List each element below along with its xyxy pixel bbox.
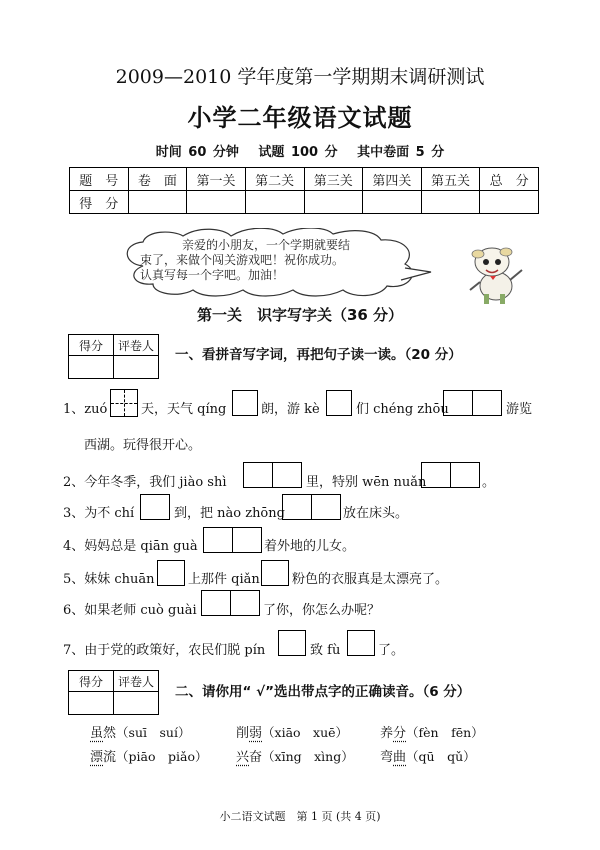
answer-box[interactable]	[443, 390, 473, 416]
answer-box[interactable]	[326, 390, 352, 416]
answer-box[interactable]	[230, 590, 260, 616]
q1-line1-f: 西湖。玩得很开心。	[84, 438, 202, 453]
score-header-cell: 题 号	[70, 168, 129, 191]
answer-box[interactable]	[272, 462, 302, 488]
score-cell[interactable]	[363, 191, 422, 214]
plain-char: 然	[103, 726, 117, 741]
pinyin-choice-item[interactable]	[380, 746, 476, 765]
sheep-mascot-icon	[462, 240, 532, 310]
answer-box[interactable]	[278, 630, 306, 656]
grader-name-cell[interactable]	[114, 692, 159, 715]
score-header-cell: 第四关	[363, 168, 422, 191]
grader-table	[68, 670, 159, 715]
score-table-score-row	[70, 191, 539, 214]
q1-line1-b: 天，天气 qíng	[141, 402, 227, 417]
dotted-char: 弱	[249, 726, 263, 741]
grader-name-cell[interactable]	[114, 356, 159, 379]
grader-score-label: 得分	[69, 671, 114, 692]
answer-box[interactable]	[347, 630, 375, 656]
score-header-cell: 第三关	[304, 168, 363, 191]
q1-line5-a: 5、妹妹 chuān	[63, 572, 155, 587]
score-cell[interactable]	[304, 191, 363, 214]
q1-line6-a: 6、如果老师 cuò guài	[63, 603, 197, 618]
answer-box[interactable]	[203, 527, 233, 553]
dotted-char: 兴	[236, 750, 250, 765]
q1-line3-c: 放在床头。	[343, 506, 409, 521]
q1-line1-a: 1、zuó	[63, 402, 108, 417]
exam-meta: 时间 60 分钟 试题 100 分 其中卷面 5 分	[155, 145, 445, 160]
plain-char: 弯	[380, 750, 394, 765]
score-cell[interactable]	[187, 191, 246, 214]
answer-box[interactable]	[282, 494, 312, 520]
answer-box[interactable]	[450, 462, 480, 488]
q1-line2-b: 里，特别 wēn nuǎn	[306, 475, 427, 490]
pinyin-options: （xiāo xuē）	[262, 725, 349, 740]
bubble-line: 束了，来做个闯关游戏吧！祝你成功。	[140, 253, 345, 267]
answer-box[interactable]	[232, 390, 258, 416]
q1-line3-a: 3、为不 chí	[63, 506, 135, 521]
pinyin-choice-item[interactable]	[236, 722, 348, 741]
answer-box[interactable]	[261, 560, 289, 586]
tianzige-box[interactable]	[110, 389, 138, 417]
pinyin-options: （suī suí）	[116, 725, 191, 740]
pinyin-choice-item[interactable]	[90, 722, 190, 741]
score-cell[interactable]	[128, 191, 187, 214]
answer-box[interactable]	[472, 390, 502, 416]
plain-char: 削	[236, 726, 250, 741]
pinyin-options: （xīng xìng）	[262, 749, 354, 764]
section1-title: 第一关 识字写字关（36 分）	[196, 306, 404, 324]
score-header-cell: 第二关	[245, 168, 304, 191]
grader-name-label: 评卷人	[114, 671, 159, 692]
score-header-cell: 总 分	[480, 168, 539, 191]
pinyin-choice-item[interactable]	[380, 722, 484, 741]
q1-line2-a: 2、今年冬季，我们 jiào shì	[63, 475, 227, 490]
grader-table	[68, 334, 159, 379]
exam-title: 2009—2010 学年度第一学期期末调研测试	[115, 66, 485, 88]
page-footer: 小二语文试题 第 1 页 (共 4 页)	[219, 810, 381, 823]
q1-line7-b: 致 fù	[310, 643, 341, 658]
q1-line6-b: 了你，你怎么办呢？	[263, 603, 381, 618]
score-header-cell: 第五关	[421, 168, 480, 191]
q1-line3-b: 到，把 nào zhōng	[174, 506, 285, 521]
answer-box[interactable]	[201, 590, 231, 616]
bubble-text	[140, 238, 408, 283]
score-cell[interactable]	[421, 191, 480, 214]
pinyin-options: （piāo piǎo）	[116, 749, 208, 764]
answer-box[interactable]	[140, 494, 170, 520]
pinyin-options: （qū qǔ）	[406, 749, 476, 764]
q1-line7-c: 了。	[378, 643, 405, 658]
grader-score-cell[interactable]	[69, 692, 114, 715]
plain-char: 养	[380, 726, 394, 741]
subject-title: 小学二年级语文试题	[187, 104, 413, 132]
bubble-line: 亲爱的小朋友，一个学期就要结	[182, 238, 351, 252]
dotted-char: 分	[393, 726, 407, 741]
score-table-header-row	[70, 168, 539, 191]
plain-char: 流	[103, 750, 117, 765]
q1-line1-e: 游览	[506, 402, 533, 417]
score-row-label: 得 分	[70, 191, 129, 214]
pinyin-choice-item[interactable]	[236, 746, 354, 765]
q1-heading: 一、看拼音写字词，再把句子读一读。（20 分）	[175, 347, 462, 363]
q1-line5-c: 粉色的衣服真是太漂亮了。	[292, 572, 449, 587]
answer-box[interactable]	[311, 494, 341, 520]
pinyin-choice-item[interactable]	[90, 746, 208, 765]
q1-line1-d: 们 chéng zhōu	[356, 402, 449, 417]
dotted-char: 曲	[393, 750, 407, 765]
answer-box[interactable]	[421, 462, 451, 488]
score-cell[interactable]	[245, 191, 304, 214]
answer-box[interactable]	[157, 560, 185, 586]
grader-name-label: 评卷人	[114, 335, 159, 356]
q2-heading: 二、请你用“ √”选出带点字的正确读音。（6 分）	[175, 684, 471, 700]
score-table	[69, 167, 539, 214]
q1-line7-a: 7、由于党的政策好，农民们脱 pín	[63, 643, 266, 658]
score-header-cell: 第一关	[187, 168, 246, 191]
answer-box[interactable]	[243, 462, 273, 488]
grader-score-label: 得分	[69, 335, 114, 356]
q1-line5-b: 上那件 qiǎn	[188, 572, 260, 587]
plain-char: 奋	[249, 750, 263, 765]
q1-line4-b: 着外地的儿女。	[264, 539, 356, 554]
bubble-line: 认真写每一个字吧。加油！	[140, 268, 285, 282]
dotted-char: 漂	[90, 750, 104, 765]
grader-score-cell[interactable]	[69, 356, 114, 379]
score-cell[interactable]	[480, 191, 539, 214]
q1-line4-a: 4、妈妈总是 qiān guà	[63, 539, 198, 554]
q1-line1-c: 朗，游 kè	[261, 402, 320, 417]
answer-box[interactable]	[232, 527, 262, 553]
score-header-cell: 卷 面	[128, 168, 187, 191]
q1-line2-c: 。	[482, 475, 496, 490]
dotted-char: 虽	[90, 726, 104, 741]
pinyin-options: （fèn fēn）	[406, 725, 484, 740]
